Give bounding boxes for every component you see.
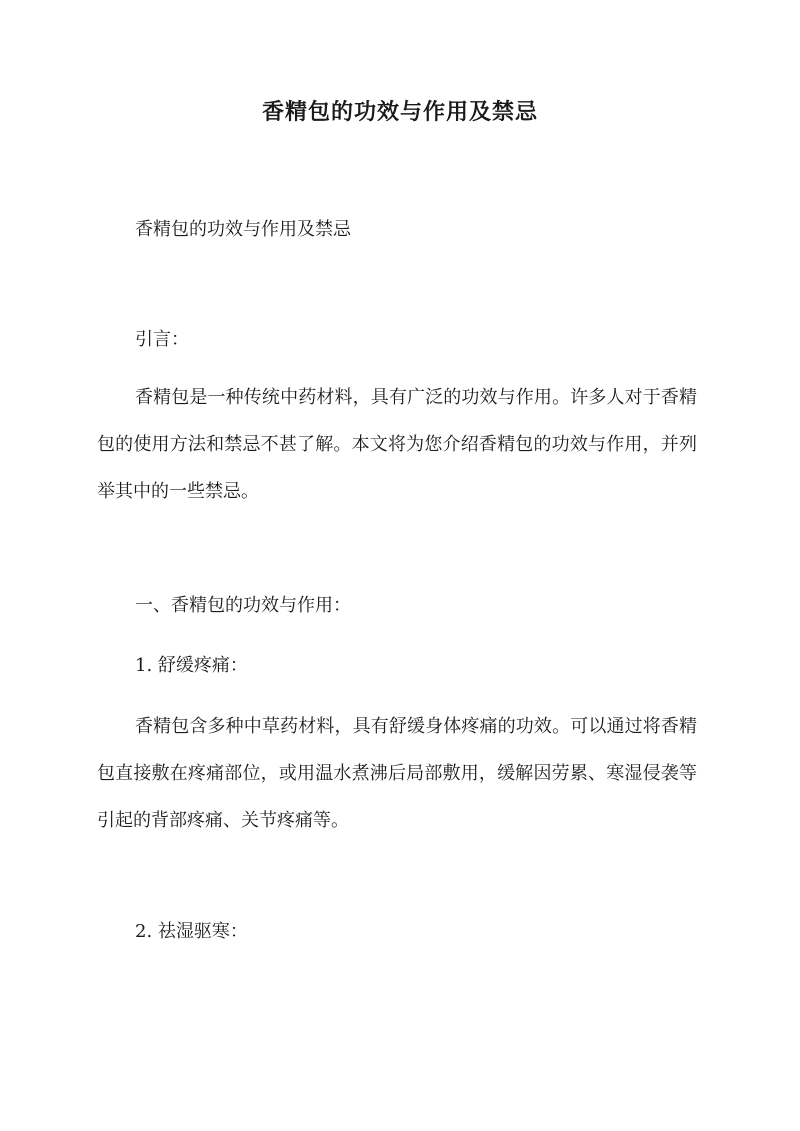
item1-paragraph: 香精包含多种中草药材料，具有舒缓身体疼痛的功效。可以通过将香精包直接敷在疼痛部位，或用温水煮沸后局部敷用，缓解因劳累、寒湿侵袭等引起的背部疼痛、关节疼痛等。	[97, 716, 697, 831]
intro-paragraph: 香精包是一种传统中药材料，具有广泛的功效与作用。许多人对于香精包的使用方法和禁忌不甚了解。本文将为您介绍香精包的功效与作用，并列举其中的一些禁忌。	[97, 387, 697, 502]
item2-heading: 2. 祛湿驱寒：	[135, 921, 248, 942]
document-subtitle: 香精包的功效与作用及禁忌	[135, 219, 351, 240]
item1-heading: 1. 舒缓疼痛：	[135, 655, 248, 676]
intro-heading: 引言：	[135, 329, 189, 350]
document-title: 香精包的功效与作用及禁忌	[261, 99, 538, 125]
section1-heading: 一、香精包的功效与作用：	[135, 595, 351, 616]
